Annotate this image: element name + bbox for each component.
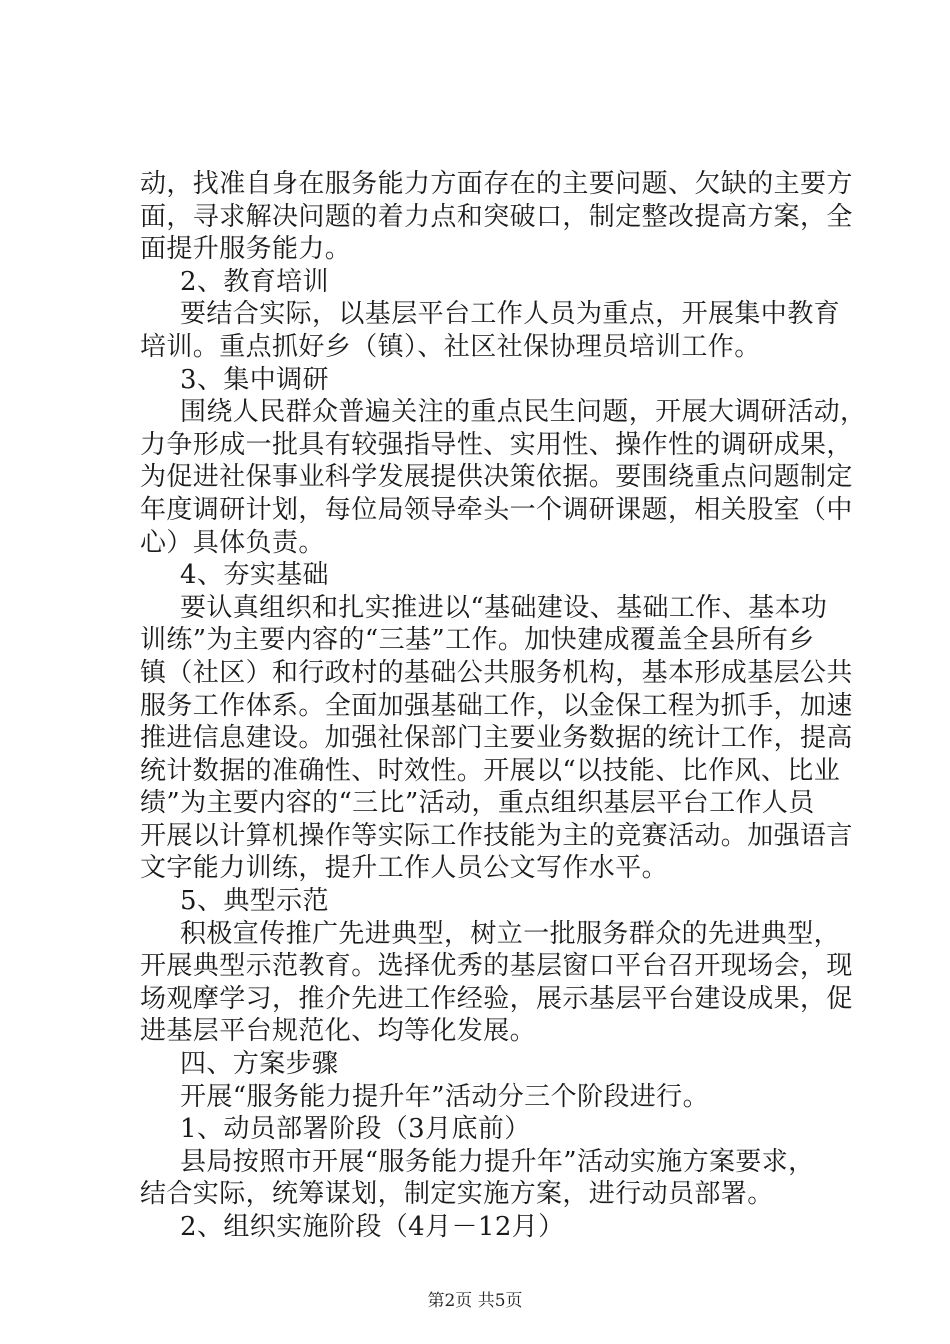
- section-heading: 2、组织实施阶段（4月－12月）: [180, 1212, 565, 1242]
- text-line: 绩”为主要内容的“三比”活动，重点组织基层平台工作人员: [140, 788, 815, 819]
- text-line: 开展“服务能力提升年”活动分三个阶段进行。: [180, 1081, 709, 1112]
- text-line: 为促进社保事业科学发展提供决策依据。要围绕重点问题制定: [140, 462, 853, 493]
- text-line: 县局按照市开展“服务能力提升年”活动实施方案要求，: [180, 1146, 815, 1177]
- text-line: 面提升服务能力。: [140, 234, 352, 265]
- text-line: 推进信息建设。加强社保部门主要业务数据的统计工作，提高: [140, 723, 853, 754]
- page-footer: 第2页 共5页: [427, 1291, 523, 1311]
- section-heading: 四、方案步骤: [180, 1049, 339, 1080]
- section-heading: 2、教育培训: [180, 266, 329, 297]
- section-heading: 4、夯实基础: [180, 560, 329, 591]
- text-line: 力争形成一批具有较强指导性、实用性、操作性的调研成果，: [140, 429, 853, 460]
- text-line: 镇（社区）和行政村的基础公共服务机构，基本形成基层公共: [140, 657, 853, 688]
- text-line: 结合实际，统筹谋划，制定实施方案，进行动员部署。: [140, 1179, 774, 1210]
- text-line: 培训。重点抓好乡（镇）、社区社保协理员培训工作。: [140, 331, 761, 362]
- text-line: 开展以计算机操作等实际工作技能为主的竞赛活动。加强语言: [140, 820, 853, 851]
- text-line: 动，找准自身在服务能力方面存在的主要问题、欠缺的主要方: [140, 169, 853, 199]
- section-heading: 1、动员部署阶段（3月底前）: [180, 1114, 531, 1145]
- document-body: [140, 168, 867, 1244]
- section-heading: 5、典型示范: [180, 886, 329, 917]
- section-heading: 3、集中调研: [180, 364, 329, 395]
- text-line: 服务工作体系。全面加强基础工作，以金保工程为抓手，加速: [140, 690, 853, 721]
- text-line: 面，寻求解决问题的着力点和突破口，制定整改提高方案，全: [140, 201, 853, 232]
- text-line: 年度调研计划，每位局领导牵头一个调研课题，相关股室（中: [140, 494, 853, 525]
- text-line: 要认真组织和扎实推进以“基础建设、基础工作、基本功: [180, 592, 828, 623]
- text-line: 围绕人民群众普遍关注的重点民生问题，开展大调研活动，: [180, 397, 867, 428]
- text-line: 要结合实际，以基层平台工作人员为重点，开展集中教育: [180, 299, 841, 330]
- text-line: 积极宣传推广先进典型，树立一批服务群众的先进典型，: [180, 918, 841, 949]
- text-line: 统计数据的准确性、时效性。开展以“以技能、比作风、比业: [140, 755, 841, 786]
- text-line: 进基层平台规范化、均等化发展。: [140, 1016, 537, 1047]
- text-line: 开展典型示范教育。选择优秀的基层窗口平台召开现场会，现: [140, 951, 853, 982]
- text-line: 心）具体负责。: [140, 527, 325, 558]
- text-line: 文字能力训练，提升工作人员公文写作水平。: [140, 853, 669, 884]
- text-line: 场观摩学习，推介先进工作经验，展示基层平台建设成果，促: [140, 983, 853, 1014]
- text-line: 训练”为主要内容的“三基”工作。加快建成覆盖全县所有乡: [140, 625, 815, 656]
